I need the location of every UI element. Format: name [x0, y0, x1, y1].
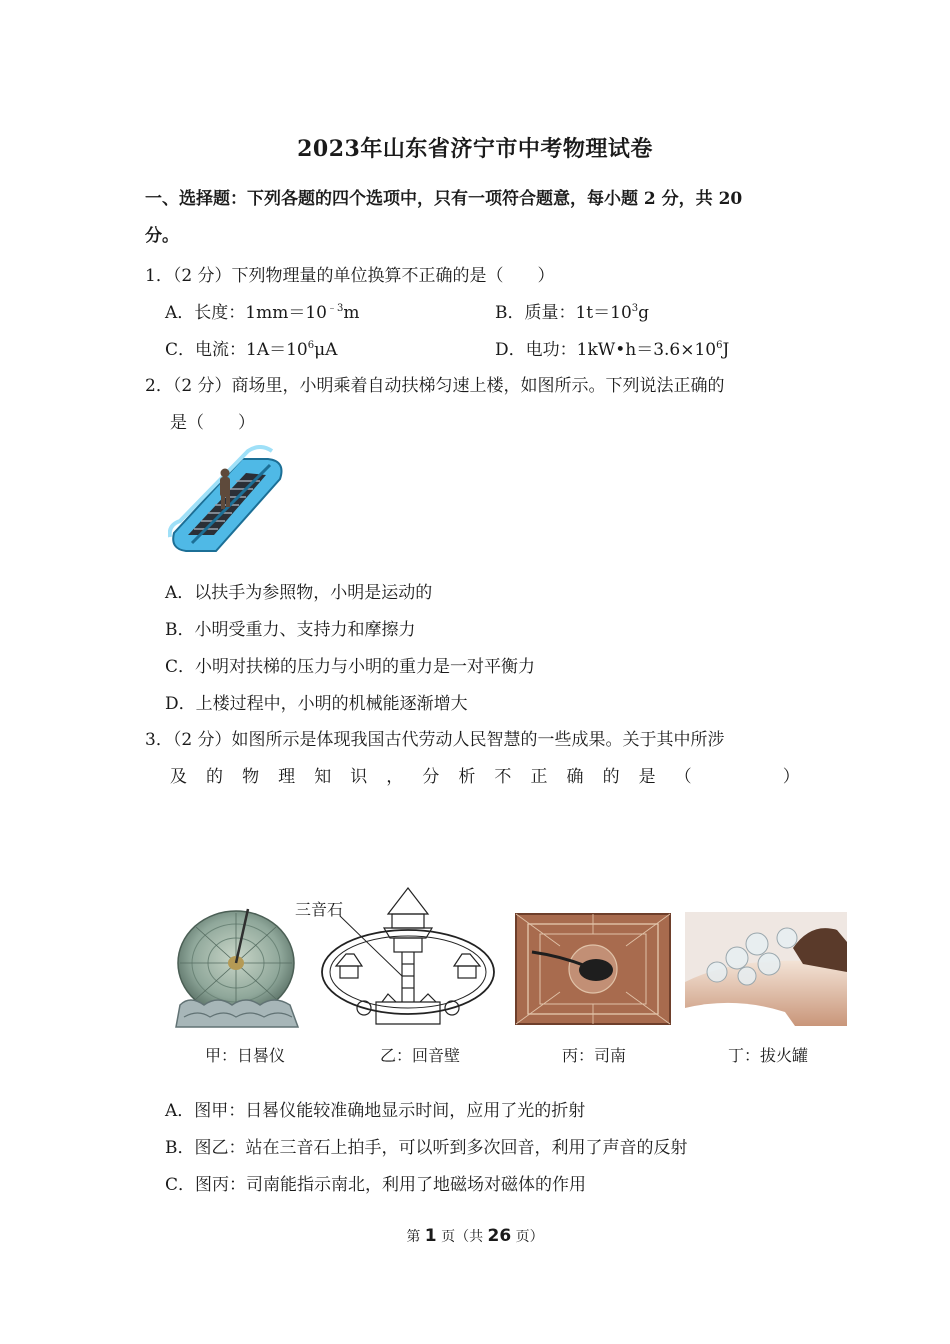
q3-stem-char: 识 [350, 767, 368, 787]
q2-stem-line1: 2．（2 分）商场里，小明乘着自动扶梯匀速上楼，如图所示。下列说法正确的 [145, 376, 725, 396]
q1-option-b [495, 298, 649, 323]
q2-option-c: C．小明对扶梯的压力与小明的重力是一对平衡力 [165, 657, 536, 677]
q3-stem-char: ） [782, 767, 800, 787]
q1-option-b-unit: g [638, 303, 650, 323]
q1-option-c-text: C．电流：1A＝10 [165, 340, 308, 360]
q1-option-c-unit: μA [314, 340, 338, 360]
q1-option-c [165, 335, 337, 360]
caption-cupping: 丁：拔火罐 [728, 1046, 809, 1065]
footer-suffix: 页） [511, 1229, 544, 1245]
q3-stem-char: 物 [242, 767, 260, 787]
q3-stem-char: 的 [602, 767, 620, 787]
cupping-figure [685, 912, 847, 1026]
q1-option-d-exp: 6 [716, 340, 723, 351]
q3-stem-line1: 3．（2 分）如图所示是体现我国古代劳动人民智慧的一些成果。关于其中所涉 [145, 730, 725, 750]
q3-stem-char [747, 762, 764, 787]
footer-total-pages: 26 [487, 1226, 512, 1246]
q2-stem-line2: 是（ ） [170, 413, 255, 433]
sinan-figure [514, 912, 672, 1026]
three-sound-stone-label: 三音石 [295, 900, 344, 919]
q3-stem-char: 知 [314, 767, 332, 787]
q2-option-d: D．上楼过程中，小明的机械能逐渐增大 [165, 694, 468, 714]
q2-option-b: B．小明受重力、支持力和摩擦力 [165, 620, 416, 640]
caption-echo-wall: 乙：回音壁 [380, 1046, 461, 1065]
q3-stem-char: 及 [170, 767, 187, 787]
echo-wall-figure [318, 884, 498, 1034]
q3-stem-char: （ [674, 767, 692, 787]
section-heading-line1: 一、选择题：下列各题的四个选项中，只有一项符合题意，每小题 2 分，共 20 [145, 189, 743, 209]
q3-stem-char: 理 [278, 767, 296, 787]
footer-prefix: 第 [406, 1229, 425, 1245]
footer-middle: 页（共 [436, 1229, 488, 1245]
q3-option-a: A．图甲：日晷仪能较准确地显示时间，应用了光的折射 [165, 1101, 586, 1121]
q3-stem-char: 的 [206, 767, 224, 787]
q2-option-a: A．以扶手为参照物，小明是运动的 [165, 583, 433, 603]
page-footer [0, 1226, 950, 1246]
q3-stem-char: ， [386, 767, 404, 787]
q3-stem-char: 是 [638, 767, 656, 787]
q1-option-d [495, 335, 729, 360]
q3-stem-char: 析 [458, 767, 476, 787]
q1-option-a-text: A．长度：1mm＝10 [165, 303, 327, 323]
q1-option-d-text: D．电功：1kW•h＝3.6×10 [495, 340, 717, 360]
page-title: 2023年山东省济宁市中考物理试卷 [297, 136, 653, 162]
q3-stem-char: 分 [422, 767, 440, 787]
q1-option-c-exp: 6 [307, 340, 315, 351]
q1-stem: 1．（2 分）下列物理量的单位换算不正确的是（ ） [145, 266, 555, 286]
q1-option-b-text: B．质量：1t＝10 [495, 303, 632, 323]
q3-stem-char: 确 [566, 767, 584, 787]
caption-sundial: 甲：日晷仪 [205, 1046, 286, 1065]
q3-stem-char: 正 [530, 767, 548, 787]
sundial-figure [170, 905, 306, 1029]
q1-option-a [165, 298, 359, 323]
q1-option-b-exp: 3 [631, 303, 639, 314]
caption-sinan: 丙：司南 [562, 1046, 627, 1065]
escalator-figure [168, 445, 286, 557]
q3-stem-char [711, 762, 728, 787]
q3-option-b: B．图乙：站在三音石上拍手，可以听到多次回音，利用了声音的反射 [165, 1138, 688, 1158]
footer-page-number: 1 [424, 1226, 437, 1246]
q3-stem-char: 不 [494, 767, 512, 787]
section-heading [145, 181, 815, 255]
q1-option-a-exp: ﹣3 [326, 303, 344, 314]
q1-option-d-unit: J [722, 340, 730, 360]
section-heading-line2: 分。 [145, 226, 179, 246]
q3-stem-line2 [170, 762, 800, 787]
q3-option-c: C．图丙：司南能指示南北，利用了地磁场对磁体的作用 [165, 1175, 587, 1195]
q1-option-a-unit: m [343, 303, 360, 323]
